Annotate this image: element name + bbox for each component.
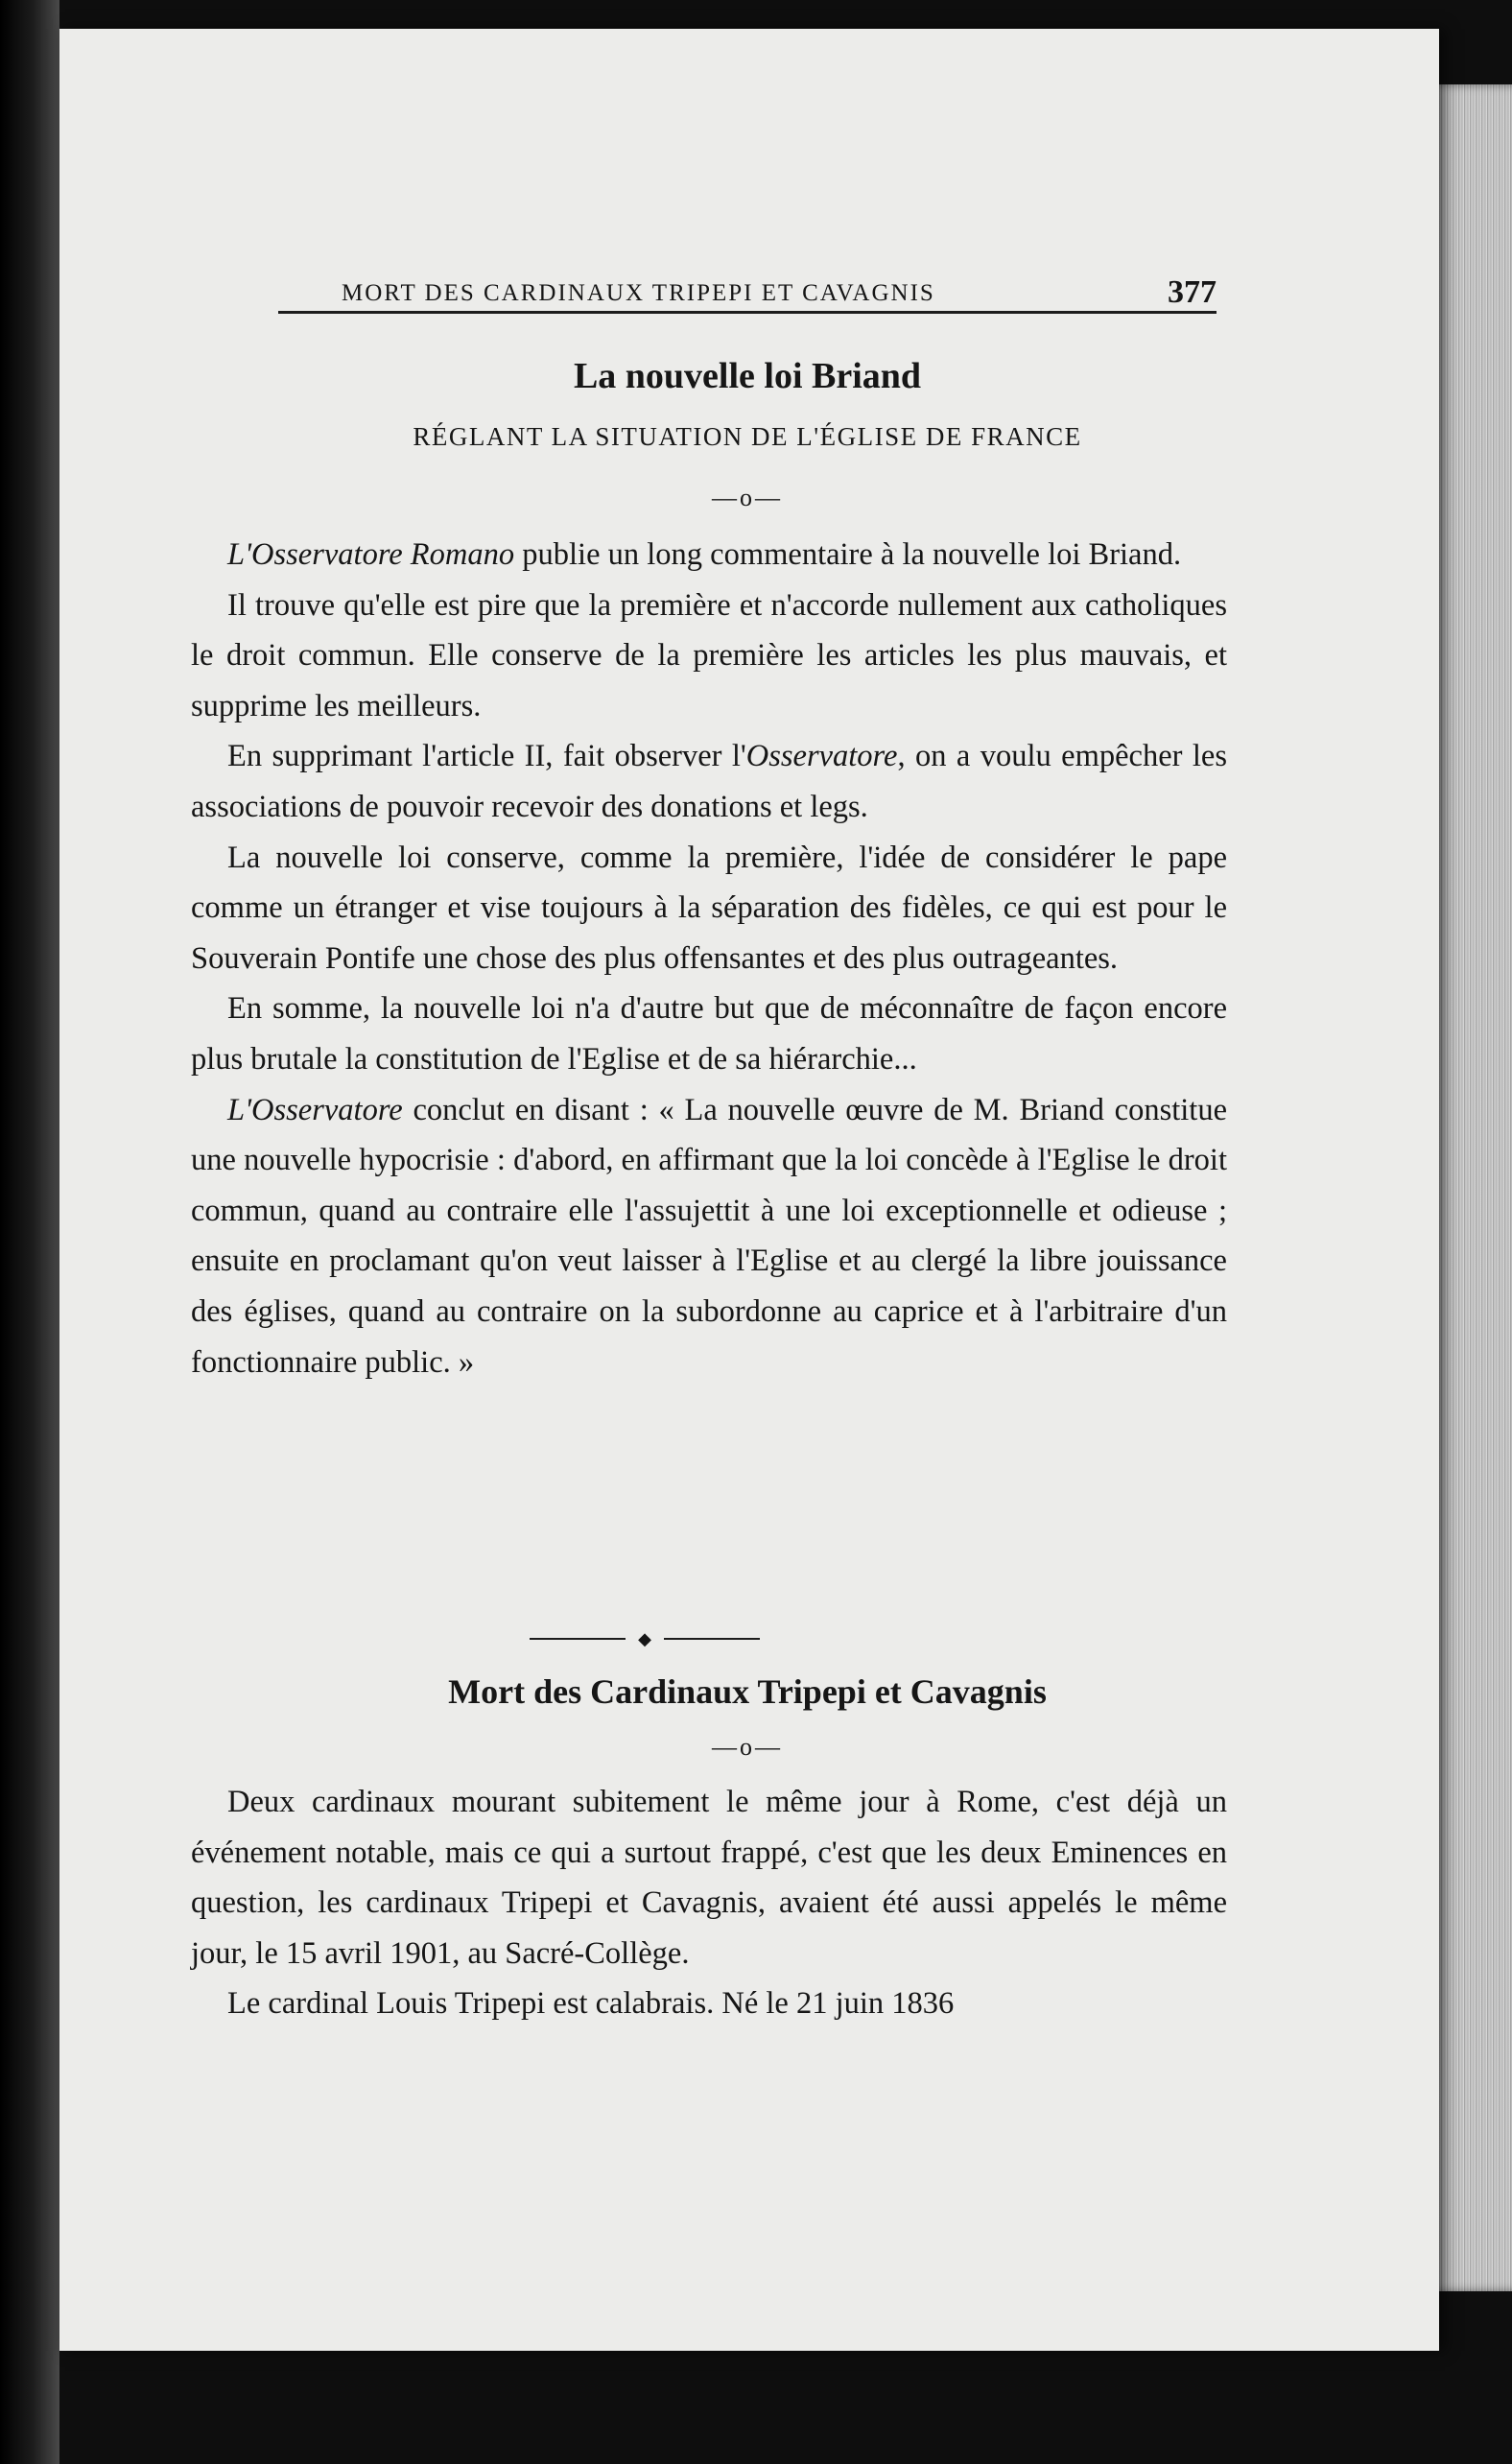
paragraph: En somme, la nouvelle loi n'a d'autre but que de méconnaître de façon encore plus brutale la constitution de l'Eglise et de sa hiérarchie... — [191, 991, 1227, 1077]
section-subtitle: RÉGLANT LA SITUATION DE L'ÉGLISE DE FRANCE — [413, 422, 1082, 451]
paragraph: L'Osservatore conclut en disant : « La nouvelle œuvre de M. Briand constitue une nouvelle hypocrisie : d'abord, en affirmant que la loi concède à l'Eglise le droit commun, quand au contraire elle l'assujettit à une loi exceptionnelle et odieuse ; ensuite en proclamant qu'on veut laisser à l'Eglise et au clergé la libre jouissance des églises, quand au contraire on la subordonne au caprice et à l'arbitraire d'un fonctionnaire public. » — [191, 1092, 1227, 1380]
paragraph: Le cardinal Louis Tripepi est calabrais. Né le 21 juin 1836 — [227, 1986, 955, 2022]
publication-name: L'Osservatore Romano — [227, 537, 515, 572]
article-body-cardinaux — [191, 1777, 1227, 2029]
paragraph: La nouvelle loi conserve, comme la première, l'idée de considérer le pape comme un étranger et vise toujours à la séparation des fidèles, ce qui est pour le Souverain Pontife une chose des plus offensantes et des plus outrageantes. — [191, 840, 1227, 976]
paragraph: L'Osservatore Romano publie un long commentaire à la nouvelle loi Briand. — [227, 537, 1182, 572]
section-title-cardinaux: Mort des Cardinaux Tripepi et Cavagnis — [448, 1672, 1047, 1711]
section-title-loi-briand: La nouvelle loi Briand — [573, 356, 922, 396]
section-ornament: ◆ — [530, 1629, 760, 1648]
publication-name: L'Osservatore — [227, 1092, 403, 1127]
paragraph: En supprimant l'article II, fait observer l'Osservatore, on a voulu empêcher les associations de pouvoir recevoir des donations et legs. — [191, 739, 1228, 824]
paragraph: Il trouve qu'elle est pire que la première et n'accorde nullement aux catholiques le droit commun. Elle conserve de la première les articles les plus mauvais, et supprime les meilleurs. — [191, 587, 1227, 723]
paragraph: Deux cardinaux mourant subitement le même jour à Rome, c'est déjà un événement notable, mais ce qui a surtout frappé, c'est que les deux Eminences en question, les cardinaux Tripepi et Cavagnis, avaient été aussi appelés le même jour, le 15 avril 1901, au Sacré-Collège. — [191, 1785, 1227, 1971]
running-title: MORT DES CARDINAUX TRIPEPI ET CAVAGNIS — [342, 280, 935, 306]
article-body-loi-briand — [191, 530, 1227, 1387]
section-separator: —o— — [712, 1733, 783, 1761]
book-page — [59, 29, 1439, 2351]
publication-name: Osservatore — [745, 739, 898, 774]
page-header — [278, 259, 1217, 314]
page-edges — [1429, 84, 1512, 2291]
section-separator: —o— — [712, 484, 783, 511]
page-number: 377 — [1168, 274, 1217, 310]
book-spine-shadow — [0, 0, 59, 2464]
